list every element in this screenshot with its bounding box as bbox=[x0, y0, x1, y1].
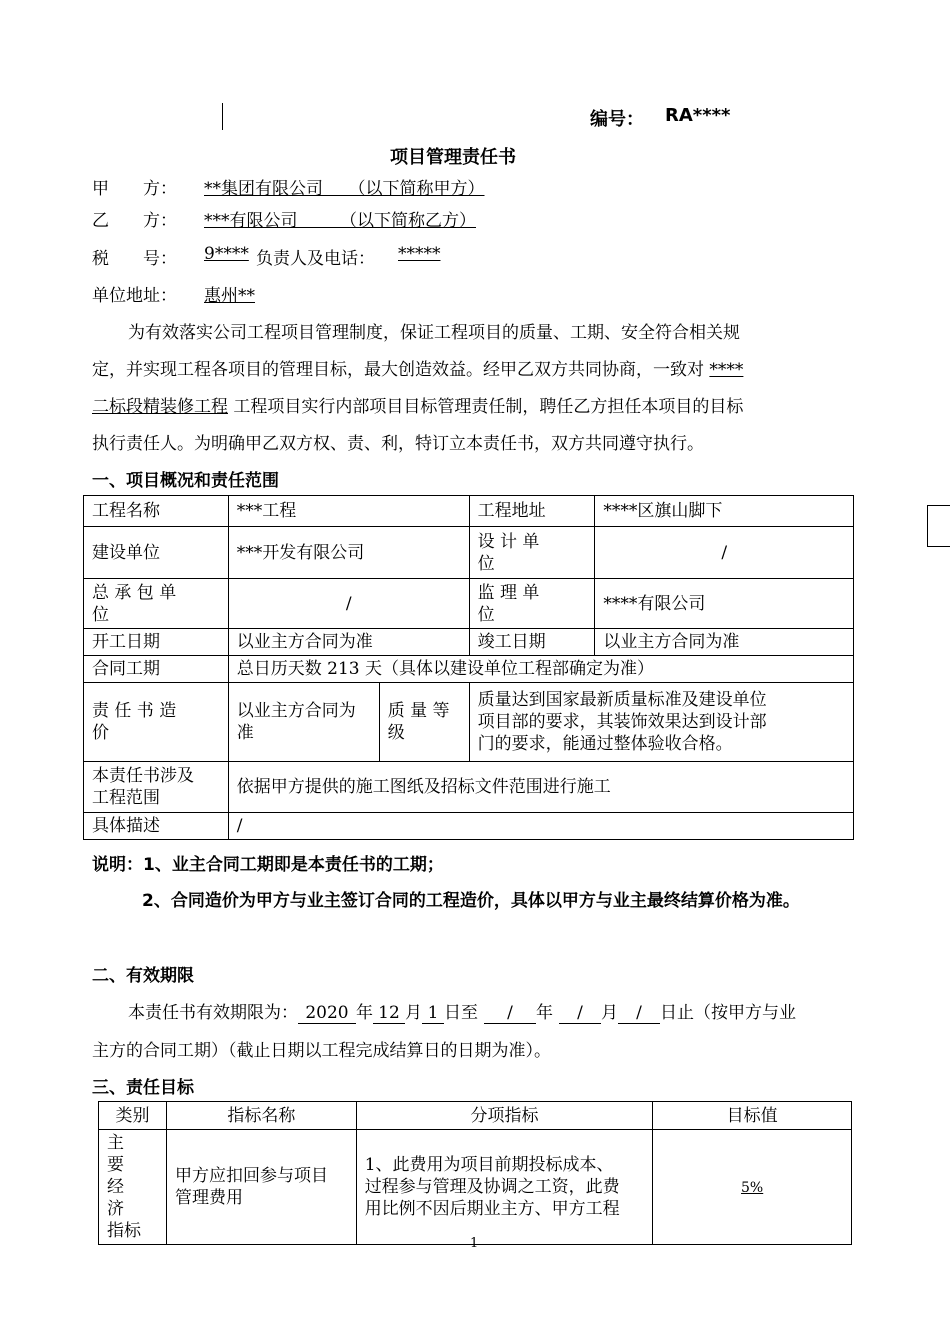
intro-line-4: 执行责任人。为明确甲乙双方权、责、利，特订立本责任书，双方共同遵守执行。 bbox=[92, 434, 704, 454]
scope-label: 本责任书涉及 工程范围 bbox=[84, 762, 229, 813]
supervisor-value: ****有限公司 bbox=[595, 579, 854, 629]
start-day: 1 bbox=[422, 1003, 444, 1024]
document-title: 项目管理责任书 bbox=[390, 147, 516, 168]
party-a-value: **集团有限公司 （以下简称甲方） bbox=[204, 179, 485, 199]
end-month: / bbox=[559, 1003, 601, 1024]
start-year: 2020 bbox=[298, 1003, 356, 1024]
validity-line-2: 主方的合同工期）（截止日期以工程完成结算日的日期为准）。 bbox=[92, 1041, 551, 1061]
quality-label: 质 量 等 级 bbox=[379, 683, 469, 761]
project-overview-table bbox=[83, 495, 854, 840]
period-value: 总日历天数 213 天（具体以建设单位工程部确定为准） bbox=[228, 656, 853, 683]
project-name-value: ***工程 bbox=[228, 496, 469, 527]
month-unit: 月 bbox=[405, 1003, 422, 1023]
cost-value: 以业主方合同为 准 质 量 等 级 bbox=[228, 683, 469, 762]
intro-line-2 bbox=[92, 355, 743, 380]
end-day: / bbox=[618, 1003, 660, 1024]
period-label: 合同工期 bbox=[84, 656, 229, 683]
designer-value: / bbox=[595, 527, 854, 579]
contractor-value: / bbox=[228, 579, 469, 629]
quality-value: 质量达到国家最新质量标准及建设单位 项目部的要求，其装饰效果达到设计部 门的要求，能通过整体验收合格。 bbox=[469, 683, 853, 762]
header-vertical-rule bbox=[222, 103, 223, 130]
header-indicator-name: 指标名称 bbox=[166, 1102, 356, 1130]
intro-project-name-part2: 二标段精装修工程 bbox=[92, 397, 228, 417]
project-address-label: 工程地址 bbox=[469, 496, 595, 527]
target-value: 5% bbox=[653, 1130, 852, 1245]
month-unit-2: 月 bbox=[601, 1003, 618, 1023]
scope-value: 依据甲方提供的施工图纸及招标文件范围进行施工 bbox=[228, 762, 853, 813]
end-date-value: 以业主方合同为准 bbox=[595, 629, 854, 656]
start-month: 12 bbox=[373, 1003, 405, 1024]
validity-text: 本责任书有效期限为： bbox=[128, 1003, 298, 1023]
description-value: / bbox=[228, 813, 853, 840]
start-date-value: 以业主方合同为准 bbox=[228, 629, 469, 656]
party-b-value: ***有限公司 （以下简称乙方） bbox=[204, 211, 476, 231]
year-unit-2: 年 bbox=[536, 1003, 553, 1023]
responsibility-target-table bbox=[98, 1101, 852, 1245]
tax-number-value: 9**** bbox=[204, 244, 249, 264]
category-value: 主 要 经 济 指标 bbox=[99, 1130, 167, 1245]
project-name-label: 工程名称 bbox=[84, 496, 229, 527]
contractor-label: 总 承 包 单 位 bbox=[84, 579, 229, 629]
builder-label: 建设单位 bbox=[84, 527, 229, 579]
document-number-label: 编号： bbox=[590, 109, 644, 130]
supervisor-label: 监 理 单 位 bbox=[469, 579, 595, 629]
year-unit: 年 bbox=[356, 1003, 373, 1023]
intro-line-1: 为有效落实公司工程项目管理制度，保证工程项目的质量、工期、安全符合相关规 bbox=[128, 323, 740, 343]
builder-value: ***开发有限公司 bbox=[228, 527, 469, 579]
sub-indicator-value: 1、此费用为项目前期投标成本、 过程参与管理及协调之工资，此费 用比例不因后期业主方、甲方工程 bbox=[356, 1130, 653, 1245]
intro-project-name-part1: **** bbox=[709, 360, 744, 380]
intro-line-3 bbox=[92, 392, 743, 417]
note-1: 说明：1、业主合同工期即是本责任书的工期； bbox=[92, 855, 444, 875]
validity-line-1 bbox=[128, 998, 796, 1024]
page-margin-marker bbox=[927, 505, 950, 547]
tax-number-label: 税 号： bbox=[92, 249, 177, 269]
intro-line-2-text: 定，并实现工程各项目的管理目标，最大创造效益。经甲乙双方共同协商，一致对 bbox=[92, 360, 710, 380]
note-2: 2、合同造价为甲方与业主签订合同的工程造价，具体以甲方与业主最终结算价格为准。 bbox=[142, 891, 800, 911]
project-address-value: ****区旗山脚下 bbox=[595, 496, 854, 527]
indicator-name-value: 甲方应扣回参与项目 管理费用 bbox=[166, 1130, 356, 1245]
description-label: 具体描述 bbox=[84, 813, 229, 840]
intro-line-3-text: 工程项目实行内部项目目标管理责任制，聘任乙方担任本项目的目标 bbox=[228, 397, 744, 417]
header-category: 类别 bbox=[99, 1102, 167, 1130]
end-text: 日止（按甲方与业 bbox=[660, 1003, 796, 1023]
party-a-label: 甲 方： bbox=[92, 179, 177, 199]
section-2-heading: 二、有效期限 bbox=[92, 966, 194, 986]
day-to-unit: 日至 bbox=[444, 1003, 478, 1023]
header-sub-indicator: 分项指标 bbox=[356, 1102, 653, 1130]
section-3-heading: 三、责任目标 bbox=[92, 1078, 194, 1098]
document-number-value: RA**** bbox=[665, 105, 731, 126]
page-number: 1 bbox=[470, 1236, 479, 1251]
end-year: / bbox=[484, 1003, 536, 1024]
section-1-heading: 一、项目概况和责任范围 bbox=[92, 471, 279, 491]
party-b-label: 乙 方： bbox=[92, 211, 177, 231]
designer-label: 设 计 单 位 bbox=[469, 527, 595, 579]
cost-label: 责 任 书 造 价 bbox=[84, 683, 229, 762]
address-label: 单位地址： bbox=[92, 286, 177, 306]
end-date-label: 竣工日期 bbox=[469, 629, 595, 656]
start-date-label: 开工日期 bbox=[84, 629, 229, 656]
header-target-value: 目标值 bbox=[653, 1102, 852, 1130]
contact-label: 负责人及电话： bbox=[256, 249, 375, 269]
contact-value: ***** bbox=[398, 244, 441, 264]
address-value: 惠州** bbox=[204, 286, 255, 306]
